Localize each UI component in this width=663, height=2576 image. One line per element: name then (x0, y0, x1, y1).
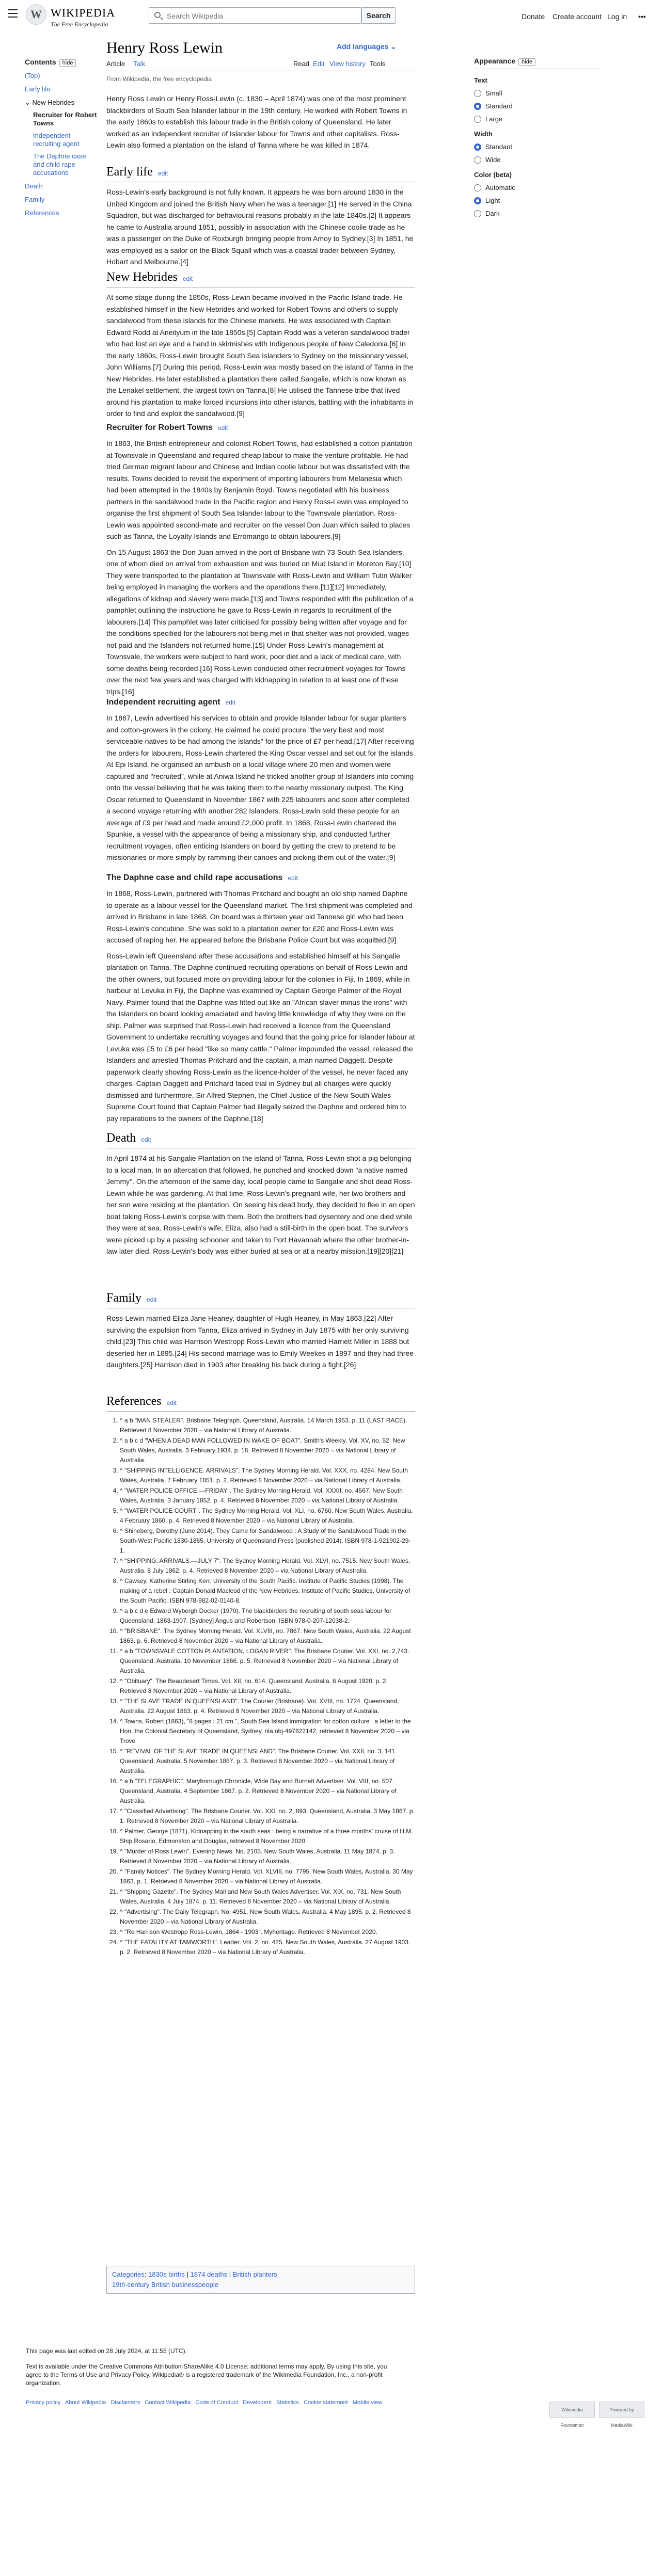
page-tabs (106, 58, 415, 71)
page-title: Henry Ross Lewin (106, 39, 223, 56)
site-name: WIKIPEDIA (51, 6, 116, 19)
reference-item[interactable]: 8. ^ Cawsey, Katherine Stirling Kerr. University of the South Pacific. Institute of Pacific Studies (1998). The making of a rebel : Captain Donald Macleod of the New Hebrides. Institute of Pacific Studies, University of the South Pacific. ISBN 978-982-02-0140-8. (120, 1576, 415, 1606)
radio-selected-icon (474, 143, 481, 151)
section-new-hebrides (106, 269, 415, 420)
appearance-heading: Appearance hide (474, 57, 603, 69)
main-menu-icon[interactable] (8, 9, 20, 19)
footer-link[interactable]: Cookie statement (304, 2399, 348, 2406)
wordmark[interactable] (51, 6, 115, 28)
tab-article[interactable]: Article (106, 60, 125, 68)
text-standard-option[interactable]: Standard (474, 102, 603, 110)
edit-section-link[interactable]: edit (225, 699, 235, 706)
width-label: Width (474, 130, 493, 138)
radio-selected-icon (474, 197, 481, 204)
color-dark-option[interactable]: Dark (474, 210, 603, 217)
reference-item[interactable]: 6. ^ Shineberg, Dorothy (June 2014). They Came for Sandalwood : A Study of the Sandalwood Trade in the South-West Pacific 1830-1865. University of Queensland Press (published 2014). ISBN 978-1-921902-29-1. (120, 1526, 415, 1556)
radio-icon (474, 156, 481, 164)
reference-item[interactable]: 24. ^ "THE FATALITY AT TAMWORTH". Leader. Vol. 2, no. 425. New South Wales, Australia. 27 August 1903. p. 2. Retrieved 8 November 2020 – via National Library of Australia. (120, 1938, 415, 1957)
reference-item[interactable]: 16. ^ a b "TELEGRAPHIC". Maryborough Chronicle, Wide Bay and Burnett Advertiser. Vol. VIII, no. 507. Queensland, Australia. 4 September 1867. p. 2. Retrieved 8 November 2020 – via National Library of Australia. (120, 1777, 415, 1806)
footer-links (26, 2399, 382, 2406)
text-large-option[interactable]: Large (474, 115, 603, 123)
toc-item-daphne[interactable]: The Daphne case and child rape accusations (33, 152, 86, 177)
wikipedia-logo[interactable]: W (26, 4, 46, 25)
section-daphne (106, 872, 415, 1124)
reference-item[interactable]: 13. ^ "THE SLAVE TRADE IN QUEENSLAND". The Courier (Brisbane). Vol. XVIII, no. 1724. Queensland, Australia. 22 August 1863. p. 4. Retrieved 8 November 2020 – via National Library of Australia. (120, 1697, 415, 1716)
width-standard-option[interactable]: Standard (474, 143, 603, 151)
footer-link[interactable]: Disclaimers (110, 2399, 140, 2406)
tab-edit[interactable]: Edit (313, 60, 325, 68)
section-references (106, 1394, 415, 1958)
edit-section-link[interactable]: edit (147, 1296, 157, 1303)
search-icon (154, 12, 161, 18)
category-link[interactable]: British planters (232, 2270, 277, 2278)
text-size-label: Text (474, 76, 487, 84)
toc-item-top[interactable]: (Top) (25, 72, 40, 79)
edit-section-link[interactable]: edit (141, 1136, 151, 1143)
reference-item[interactable]: 20. ^ "Family Notices". The Sydney Morning Herald. Vol. XLVIII, no. 7795. New South Wales, Australia. 30 May 1863. p. 1. Retrieved 8 November 2020 – via National Library of Australia. (120, 1867, 415, 1886)
footer-link[interactable]: Mobile view (352, 2399, 383, 2406)
appearance-hide-button[interactable]: hide (518, 58, 535, 66)
site-header (0, 0, 663, 29)
paragraph: On 15 August 1863 the Don Juan arrived in the port of Brisbane with 73 South Sea Islanders, one of whom died on arrival from exhaustion and was buried on Mud Island in Moreton Bay.[10] They were transported to the plantation at Townsvale with Ross-Lewin and William Tutin Walker being employed in managing the workers and the operations there.[11][12] Immediately, allegations of kidnap and slavery were made,[13] and Towns responded with the publication of a pamphlet outlining the instructions he gave to Ross-Lewin in regards to recruitment of the labourers.[14] This pamphlet was later criticised for possibly being written after voyage and for the conditions specified for the labourers not being met in that shelter was not provided, wages not paid and the Islanders not returned home.[15] Under Ross-Lewin's management at Townsvale, the workers were subject to hard work, poor diet and a lack of medical care, with some deaths being recorded.[16] Ross-Lewin conducted other recruitment voyages for Towns over the next few years and was charged with kidnapping in relation to at least one of these trips.[16] (106, 548, 414, 696)
section-heading: References edit (106, 1394, 415, 1412)
color-automatic-option[interactable]: Automatic (474, 184, 603, 191)
tab-view-history[interactable]: View history (329, 60, 366, 68)
section-death (106, 1130, 415, 1257)
reference-item[interactable]: 7. ^ "SHIPPING. ARRIVALS.—JULY 7". The Sydney Morning Herald. Vol. XLVI, no. 7515. New South Wales, Australia. 8 July 1862. p. 4. Retrieved 8 November 2020 – via National Library of Australia. (120, 1556, 415, 1576)
radio-icon (474, 116, 481, 123)
footer-link[interactable]: Contact Wikipedia (145, 2399, 191, 2406)
section-heading: Death edit (106, 1130, 415, 1148)
section-heading: Independent recruiting agent edit (106, 698, 235, 707)
search-button[interactable]: Search (361, 7, 396, 24)
paragraph: In 1868, Ross-Lewin, partnered with Thomas Pritchard and bought an old ship named Daphne to operate as a labour vessel for the Queensland market. The first shipment was completed and arrived in Brisbane in late 1868. On board was a thirteen year old Tannese girl who had been Ross-Lewin's concubine. She was sold to a plantation owner for £20 and Ross-Lewin was accused of raping her. He appeared before the Brisbane Police Court but was acquitted.[9] (106, 889, 413, 944)
paragraph: Ross-Lewin left Queensland after these accusations and established himself at his Sangalie plantation on Tanna. The Daphne continued recruiting operations on behalf of Ross-Lewin and the other owners, but focused more on providing labour for the colonies in Fiji. In 1869, while in harbour at Levuka in Fiji, the Daphne was examined by Captain George Palmer of the Royal Navy. Palmer found that the Daphne was fitted out like an "African slaver minus the irons" with the Islanders on board looking emaciated and having little knowledge of why they were on the ship. Palmer was surprised that Ross-Lewin had received a licence from the Queensland Government to undertake recruiting voyages and found that the going price for Islander labour at Levuka was £5 to £6 per head "like so many cattle." Palmer impounded the vessel, released the Islanders and arrested Thomas Pritchard and the captain, a man named Daggett. Despite paperwork clearly showing Ross-Lewin as the licence-holder of the vessel, he never faced any charges. Captain Daggett and Pritchard faced trial in Sydney but all charges were quickly dismissed and furthermore, Sir Alfred Stephen, the Chief Justice of the New South Wales Supreme Court found that Captain Palmer had illegally seized the Daphne and ordered him to pay reparations to the owners of the Daphne.[18] (106, 951, 415, 1123)
toc-hide-button[interactable]: hide (59, 59, 76, 67)
reference-item[interactable]: 11. ^ a b "TOWNSVALE COTTON PLANTATION, LOGAN RIVER". The Brisbane Courier. Vol. XXI, no. 2,743. Queensland, Australia. 10 November 1866. p. 5. Retrieved 8 November 2020 – via National Library of Australia. (120, 1646, 415, 1676)
footer-link[interactable]: Code of Conduct (195, 2399, 238, 2406)
edit-section-link[interactable]: edit (157, 170, 168, 177)
footer-link[interactable]: About Wikipedia (65, 2399, 106, 2406)
categories-label[interactable]: Categories (112, 2270, 145, 2278)
color-light-option[interactable]: Light (474, 197, 603, 204)
license-text: Text is available under the Creative Commons Attribution-ShareAlike 4.0 License; additional terms may apply. By using this site, you agree to the Terms of Use and Privacy Policy. Wikipedia® is a registered trademark of the Wikimedia Foundation, Inc., a non-profit organization. (26, 2363, 387, 2387)
more-menu-icon[interactable]: ••• (638, 12, 646, 21)
section-independent (106, 697, 415, 863)
category-link[interactable]: 1830s births (148, 2270, 185, 2278)
radio-selected-icon (474, 103, 481, 110)
toc-heading: Contents hide (25, 58, 97, 67)
edit-section-link[interactable]: edit (288, 874, 298, 882)
site-tagline: The Free Encyclopedia (51, 21, 108, 28)
toc-item-death[interactable]: Death (25, 182, 43, 190)
category-link[interactable]: 19th-century British businesspeople (112, 2281, 218, 2289)
radio-icon (474, 90, 481, 97)
reference-item[interactable]: 19. ^ "Murder of Ross Lewin". Evening News. No. 2105. New South Wales, Australia. 11 May 1874. p. 3. Retrieved 8 November 2020 – via National Library of Australia. (120, 1847, 415, 1866)
width-wide-option[interactable]: Wide (474, 156, 603, 164)
mediawiki-badge[interactable]: Powered by MediaWiki (599, 2402, 644, 2418)
reference-item[interactable]: 22. ^ "Advertising". The Daily Telegraph. No. 4951. New South Wales, Australia. 4 May 1895. p. 2. Retrieved 8 November 2020 – via National Library of Australia. (120, 1907, 415, 1927)
intro-section (106, 89, 415, 151)
appearance-panel (474, 57, 603, 217)
last-edited: This page was last edited on 28 July 2024, at 11:55 (UTC). (26, 2347, 187, 2355)
edit-section-link[interactable]: edit (182, 275, 193, 282)
radio-icon (474, 210, 481, 217)
footer-link[interactable]: Statistics (276, 2399, 299, 2406)
reference-item[interactable]: 2. ^ a b c d "WHEN A DEAD MAN FOLLOWED IN WAKE OF BOAT". Smith's Weekly. Vol. XV, no. 52. New South Wales, Australia. 3 February 1934. p. 18. Retrieved 8 November 2020 – via National Library of Australia. (120, 1436, 415, 1465)
paragraph: Ross-Lewin's early background is not fully known. It appears he was born around 1830 in the United Kingdom and joined the British Navy when he was a teenager.[1] He served in the China Squadron, but was discharged for behavioural reasons probably in the late 1840s.[2] It appears he came to Australia around 1851, possibly in association with the Chinese coolie trade as he was a passenger on the Duke of Roxburgh bringing people from Amoy to Sydney.[3] In 1851, he was employed as a sailor on the Black Squall which was a coastal trader between Sydney, Hobart and Melbourne.[4] (106, 188, 414, 266)
table-of-contents (25, 58, 97, 217)
edit-section-link[interactable]: edit (217, 424, 228, 431)
footer-link[interactable]: Privacy policy (26, 2399, 61, 2406)
intro-paragraph: Henry Ross Lewin or Henry Ross-Lewin (c. 1830 – April 1874) was one of the most prominent blackbirders of South Sea Islander labour in the 19th century. He worked with Robert Towns in the early 1860s to establish this labour trade in the British colony of Queensland. He later worked as an independent recruiter of Islander labour for Towns and other capitalists. Ross-Lewin also formed a plantation on the island of Tanna where he was killed in 1874. (106, 94, 407, 149)
reference-item[interactable]: 3. ^ "SHIPPING INTELLIGENCE. ARRIVALS". The Sydney Morning Herald. Vol. XXX, no. 4284. New South Wales, Australia. 7 February 1851. p. 2. Retrieved 8 November 2020 – via National Library of Australia. (120, 1466, 415, 1485)
reference-item[interactable]: 18. ^ Palmer, George (1871), Kidnapping in the south seas : being a narrative of a three months' cruise of H.M. Ship Rosario, Edmonston and Douglas, retrieved 8 November 2020 (120, 1827, 415, 1846)
reference-item[interactable]: 12. ^ "Obituary". The Beaudesert Times. Vol. XII, no. 614. Queensland, Australia. 6 August 1920. p. 2. Retrieved 8 November 2020 – via National Library of Australia. (120, 1676, 415, 1696)
reference-item[interactable]: 9. ^ a b c d e Edward Wybergh Docker (1970). The blackbirders the recruiting of south seas labour for Queensland, 1863-1907. [Sydney] Angus and Robertson. ISBN 978-0-207-12038-2. (120, 1606, 415, 1626)
text-small-option[interactable]: Small (474, 89, 603, 97)
toc-item-recruiter[interactable]: Recruiter for Robert Towns (33, 111, 97, 127)
tab-read[interactable]: Read (293, 60, 310, 68)
footer-link[interactable]: Developers (243, 2399, 272, 2406)
reference-item[interactable]: 10. ^ "BRISBANE". The Sydney Morning Herald. Vol. XLVIII, no. 7867. New South Wales, Australia. 22 August 1863. p. 6. Retrieved 8 November 2020 – via National Library of Australia. (120, 1626, 415, 1646)
login-link[interactable]: Log in (607, 12, 627, 21)
reference-item[interactable]: 14. ^ Towns, Robert (1863), "8 pages ; 21 cm.", South Sea Island immigration for cotton culture : a letter to the Hon. the Colonial Secretary of Queensland, Sydney, nla.obj-497822142, retrieved 8 November 2020 – via Trove (120, 1717, 415, 1746)
category-link[interactable]: 1874 deaths (190, 2270, 228, 2278)
reference-item[interactable]: 21. ^ "Shipping Gazette". The Sydney Mail and New South Wales Advertiser. Vol. XIX, no. 731. New South Wales, Australia. 4 July 1874. p. 11. Retrieved 8 November 2020 – via National Library of Australia. (120, 1887, 415, 1907)
edit-section-link[interactable]: edit (166, 1399, 177, 1406)
section-early-life (106, 164, 415, 268)
toc-item-independent[interactable]: Independent recruiting agent (33, 132, 80, 148)
category-links: Categories: 1830s births | 1874 deaths | British planters 19th-century British businesspeople (106, 2266, 415, 2294)
reference-item[interactable]: 17. ^ "Classified Advertising". The Brisbane Courier. Vol. XXI, no. 2, 893. Queensland, Australia. 3 May 1867. p. 1. Retrieved 8 November 2020 – via National Library of Australia. (120, 1806, 415, 1826)
footer-info (26, 2347, 387, 2387)
donate-link[interactable]: Donate (522, 12, 545, 21)
reference-item[interactable]: 23. ^ "Re Harrison Westropp Ross-Lewin, 1864 - 1903". Myheritage. Retrieved 8 November 2020. (120, 1927, 415, 1937)
paragraph: Ross-Lewin married Eliza Jane Heaney, daughter of Hugh Heaney, in May 1863.[22] After surviving the expulsion from Tanna, Eliza arrived in Sydney in July 1875 with her only surviving child.[23] This child was Harrison Westropp Ross-Lewin who married Harriett Miller in 1888 but deserted her in 1895.[24] His second marriage was to Emily Weekes in 1897 and they had three daughters.[25] Harrison died in 1903 after breaking his back during a fight.[26] (106, 1314, 414, 1369)
search-box (149, 7, 361, 24)
reference-item[interactable]: 4. ^ "WATER POLICE OFFICE.—FRIDAY". The Sydney Morning Herald. Vol. XXXII, no. 4567. New South Wales, Australia. 3 January 1852. p. 4. Retrieved 8 November 2020 – via National Library of Australia. (120, 1486, 415, 1506)
section-heading: The Daphne case and child rape accusations edit (106, 873, 298, 882)
toc-item-family[interactable]: Family (25, 196, 45, 203)
reference-item[interactable]: 15. ^ "REVIVAL OF THE SLAVE TRADE IN QUEENSLAND". The Brisbane Courier. Vol. XXII, no. 3, 141. Queensland, Australia. 5 November 1867. p. 3. Retrieved 8 November 2020 – via National Library of Australia. (120, 1747, 415, 1776)
reference-list (106, 1416, 415, 1957)
toc-item-early-life[interactable]: Early life (25, 85, 51, 93)
reference-item[interactable]: 5. ^ "WATER POLICE COURT". The Sydney Morning Herald. Vol. XLI, no. 6760. New South Wales, Australia. 4 February 1860. p. 4. Retrieved 8 November 2020 – via National Library of Australia. (120, 1506, 415, 1526)
chevron-down-icon[interactable]: ⌄ (25, 99, 33, 106)
paragraph: In April 1874 at his Sangalie Plantation on the island of Tanna, Ross-Lewin shot a pig belonging to a local man. In an altercation that followed, he punched and knocked down "a native named Jemmy". On the afternoon of the same day, local people came to Sangalie and shot dead Ross-Lewin while he was gardening. At that time, Ross-Lewin's pregnant wife, her two brothers and her son were residing at the plantation. On seeing his dead body, they decided to flee in an open boat taking Ross-Lewin's corpse with them. Both the brothers had dysentery and one died while they were at sea. Ross-Lewin's wife, Eliza, also had a still-birth in the open boat. The survivors were picked up by a passing schooner and taken to Port Havannah where the other brother-in-law later died. Ross-Lewin's body was either buried at sea or at a nearby mission.[19][20][21] (106, 1154, 415, 1255)
section-family (106, 1290, 415, 1371)
reference-item[interactable]: 1. ^ a b "MAN STEALER". Brisbane Telegraph. Queensland, Australia. 14 March 1953. p. 11 (LAST RACE). Retrieved 8 November 2020 – via National Library of Australia. (120, 1416, 415, 1435)
section-heading: Recruiter for Robert Towns edit (106, 423, 228, 432)
section-heading: New Hebrides edit (106, 269, 415, 287)
paragraph: At some stage during the 1850s, Ross-Lewin became involved in the Pacific Island trade. He established himself in the New Hebrides and worked for Robert Towns and others to supply sandalwood from these islands for the Chinese markets. He was associated with Captain Edward Rodd at Aneityum in the late 1850s.[5] Captain Rodd was a veteran sandalwood trader who had lost an eye and a hand in skirmishes with Indigenous people of New Caledonia.[6] In the early 1860s, Ross-Lewin brought South Sea Islanders to Sydney on the missionary vessel, John Williams.[7] During this period, Ross-Lewin was mostly based on the island of Tanna in the New Hebrides. He later established a plantation there called Sangalie, which is now known as the Lenakel settlement, the largest town on Tanna.[8] He utilised the Tannese tribe that lived around his plantation to make forced incursions into other islands, battling with the inhabitants in order to find and exploit the sandalwood.[9] (106, 293, 414, 418)
tab-talk[interactable]: Talk (133, 60, 146, 68)
section-recruiter (106, 422, 415, 697)
paragraph: In 1863, the British entrepreneur and colonist Robert Towns, had established a cotton plantation at Townsvale in Queensland and required cheap labour to make the venture profitable. He had tried German migrant labour and Chinese and Indian coolie labour but was dissatisfied with the results. Towns decided to revisit the experiment of importing labourers from Melanesia which had been attempted in the 1840s by Benjamin Boyd. Towns negotiated with his business partners in the sandalwood trade in the Pacific region and Henry Ross-Lewin was employed to organise the first shipment of South Sea Islander labour to the Townsvale plantation. Ross-Lewin was appointed second-mate and recruiter on the vessel Don Juan which sailed to places such as Tanna, the Loyalty Islands and Erromango to obtain labourers.[9] (106, 439, 413, 540)
create-account-link[interactable]: Create account (552, 12, 602, 21)
color-label: Color (beta) (474, 171, 512, 179)
toc-item-references[interactable]: References (25, 209, 59, 217)
toc-item-new-hebrides[interactable]: New Hebrides (32, 99, 75, 106)
add-languages-button[interactable]: Add languages ⌄ (337, 42, 397, 51)
tagline: From Wikipedia, the free encyclopedia (106, 75, 212, 83)
wikimedia-badge[interactable]: Wikimedia Foundation (549, 2402, 595, 2418)
paragraph: In 1867, Lewin advertised his services to obtain and provide Islander labour for sugar planters and cotton-growers in the colony. He claimed he could procure "the very best and most serviceable natives to be had among the islands" for the price of £7 per head.[17] After receiving the orders for labourers, Ross-Lewin chartered the King Oscar vessel and set out for the islands. At Epi Island, he organised an ambush on a local village where 20 men and women were captured and "recruited", while at Aniwa Island he tricked another group of Islanders into coming onto the vessel believing that he was taking them to the nearby missionary outpost. The King Oscar returned to Queensland in November 1867 with 225 labourers and soon after completed a second voyage returning with another 282 Islanders. Ross-Lewin sold these people for an average of £9 per head and made around £2,000 profit. In 1868, Ross-Lewin chartered the Spunkie, a vessel with the appearance of being a missionary ship, and conducted further recruitment voyages, often enticing Islanders on board by getting the crew to pretend to be missionaries or more simply by ramming their canoes and picking them out of the water.[9] (106, 714, 415, 861)
section-heading: Early life edit (106, 164, 415, 182)
search-input[interactable] (167, 11, 353, 21)
tab-tools[interactable]: Tools (370, 60, 386, 68)
section-heading: Family edit (106, 1290, 415, 1308)
radio-icon (474, 184, 481, 191)
